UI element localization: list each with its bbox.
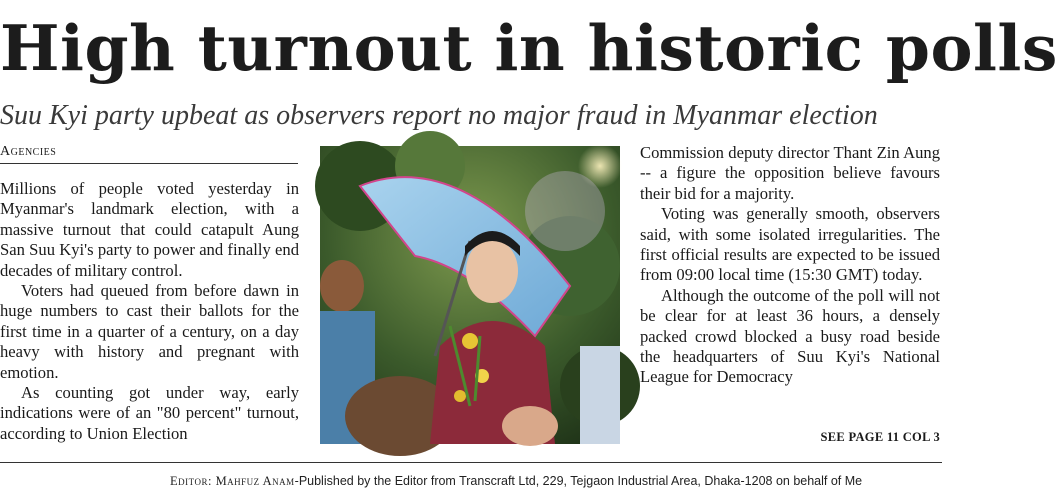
paragraph: Voting was generally smooth, observers said, with some isolated irregularities. The first official results are expected to be issued from 09:00 local time (15:30 GMT) today. [640, 204, 940, 285]
paragraph: Although the outcome of the poll will not be clear for at least 36 hours, a densely packed crowd blocked a busy road beside the headquarters of Suu Kyi's National League for Democracy [640, 285, 940, 387]
article-column-right [640, 143, 940, 388]
byline: Agencies [0, 144, 298, 164]
headline: High turnout in historic polls [0, 11, 1058, 85]
article-column-left [0, 179, 299, 444]
paragraph: As counting got under way, early indications were of an "80 percent" turnout, according to Union Election [0, 383, 299, 443]
footer-rule [0, 462, 942, 463]
news-photo [320, 146, 620, 444]
paragraph: Commission deputy director Thant Zin Aung -- a figure the opposition believe favours their bid for a majority. [640, 143, 940, 203]
continuation-link[interactable]: SEE PAGE 11 COL 3 [820, 430, 940, 444]
subheadline: Suu Kyi party upbeat as observers report no major fraud in Myanmar election [0, 100, 878, 131]
editor-label: Editor: Mahfuz Anam [170, 474, 295, 488]
imprint-text: -Published by the Editor from Transcraft Ltd, 229, Tejgaon Industrial Area, Dhaka-1208 on behalf of Me [294, 474, 863, 488]
imprint-line [170, 474, 970, 489]
paragraph: Voters had queued from before dawn in huge numbers to cast their ballots for the first time in a quarter of a century, on a day heavy with history and pregnant with emotion. [0, 281, 299, 382]
paragraph: Millions of people voted yesterday in Myanmar's landmark election, with a massive turnout that could catapult Aung San Suu Kyi's party to power and finally end decades of military control. [0, 179, 299, 280]
photo-illustration [320, 146, 620, 444]
